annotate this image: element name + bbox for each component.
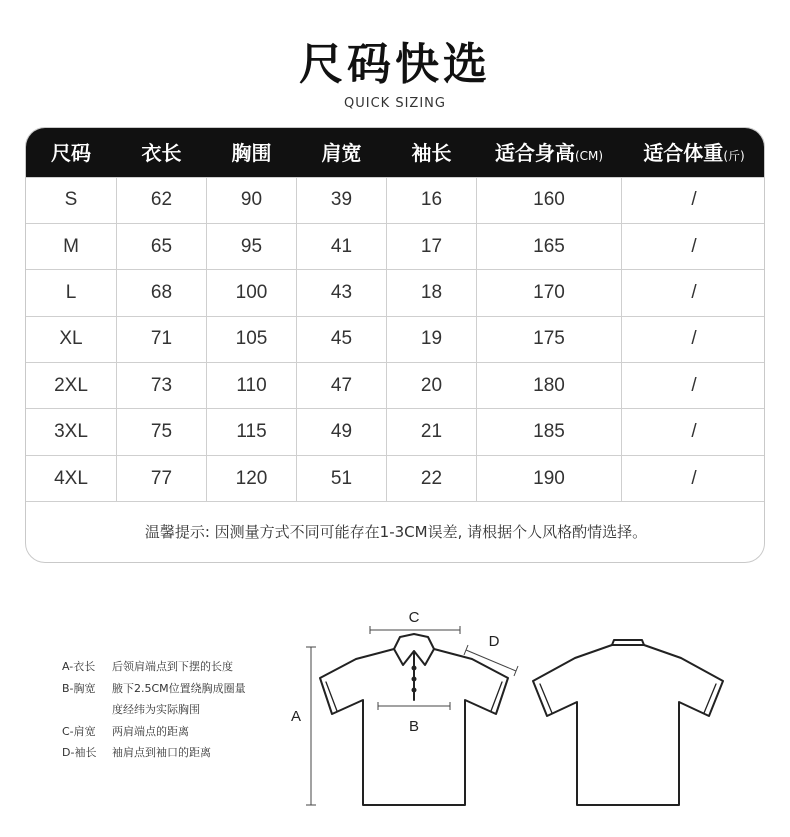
- header-size: 尺码: [51, 141, 91, 166]
- legend-desc: 腋下2.5CM位置绕胸成圈量: [112, 681, 246, 695]
- cell-size: L: [26, 270, 117, 316]
- cell-weight: /: [622, 223, 766, 269]
- cell-weight: /: [622, 455, 766, 501]
- cell-shoulder: 51: [297, 455, 387, 501]
- cell-shoulder: 47: [297, 363, 387, 409]
- button-icon: [412, 688, 417, 693]
- legend-key: A-衣长: [62, 660, 96, 673]
- label-a: A: [290, 708, 302, 725]
- cell-chest: 90: [207, 177, 297, 223]
- legend-key: B-胸宽: [62, 681, 96, 695]
- cell-size: 4XL: [26, 455, 117, 501]
- label-d: D: [488, 633, 500, 650]
- cell-sleeve: 19: [387, 316, 477, 362]
- cell-height: 190: [477, 455, 622, 501]
- cell-chest: 115: [207, 409, 297, 455]
- cell-chest: 110: [207, 363, 297, 409]
- cell-chest: 95: [207, 223, 297, 269]
- back-sleeve-cuff-icon: [540, 684, 716, 713]
- back-polo-shirt-icon: [533, 645, 723, 805]
- cell-sleeve: 18: [387, 270, 477, 316]
- cell-length: 62: [117, 177, 207, 223]
- header-weight-label: 适合体重: [643, 141, 724, 166]
- header-chest: 胸围: [231, 141, 272, 166]
- cell-length: 71: [117, 316, 207, 362]
- button-icon: [412, 666, 417, 671]
- cell-sleeve: 22: [387, 455, 477, 501]
- legend-desc: 后领肩端点到下摆的长度: [112, 660, 233, 673]
- cell-height: 180: [477, 363, 622, 409]
- header-sleeve: 袖长: [411, 141, 452, 166]
- cell-size: XL: [26, 316, 117, 362]
- cell-size: 2XL: [26, 363, 117, 409]
- label-b: B: [408, 718, 420, 735]
- fit-note: 温馨提示: 因测量方式不同可能存在1-3CM误差, 请根据个人风格酌情选择。: [144, 523, 648, 541]
- cell-length: 75: [117, 409, 207, 455]
- cell-height: 160: [477, 177, 622, 223]
- length-measure-line: [306, 647, 316, 805]
- cell-chest: 120: [207, 455, 297, 501]
- header-height-label: 适合身高: [494, 141, 575, 166]
- cell-height: 185: [477, 409, 622, 455]
- legend-key: D-袖长: [62, 746, 97, 759]
- cell-shoulder: 49: [297, 409, 387, 455]
- button-icon: [412, 677, 417, 682]
- legend-desc: 度经纬为实际胸围: [112, 703, 200, 716]
- legend-key: C-肩宽: [62, 724, 96, 738]
- cell-length: 65: [117, 223, 207, 269]
- cell-shoulder: 39: [297, 177, 387, 223]
- cell-chest: 105: [207, 316, 297, 362]
- page-subtitle: QUICK SIZING: [344, 96, 446, 111]
- cell-length: 73: [117, 363, 207, 409]
- label-c: C: [408, 609, 420, 626]
- cell-length: 68: [117, 270, 207, 316]
- legend-desc: 袖肩点到袖口的距离: [112, 746, 211, 759]
- cell-height: 175: [477, 316, 622, 362]
- cell-shoulder: 45: [297, 316, 387, 362]
- cell-shoulder: 43: [297, 270, 387, 316]
- header-shoulder: 肩宽: [321, 141, 362, 166]
- cell-weight: /: [622, 316, 766, 362]
- cell-height: 170: [477, 270, 622, 316]
- header-height-unit: (CM): [574, 149, 604, 164]
- cell-weight: /: [622, 363, 766, 409]
- cell-sleeve: 16: [387, 177, 477, 223]
- polo-buttons: [412, 666, 417, 693]
- page-title: 尺码快选: [299, 39, 491, 90]
- cell-weight: /: [622, 177, 766, 223]
- header-length: 衣长: [141, 141, 182, 166]
- cell-sleeve: 17: [387, 223, 477, 269]
- cell-shoulder: 41: [297, 223, 387, 269]
- cell-sleeve: 20: [387, 363, 477, 409]
- cell-sleeve: 21: [387, 409, 477, 455]
- shoulder-measure-line: [370, 626, 460, 634]
- cell-size: M: [26, 223, 117, 269]
- cell-weight: /: [622, 270, 766, 316]
- header-weight-unit: (斤): [723, 149, 745, 164]
- cell-length: 77: [117, 455, 207, 501]
- chest-measure-line: [378, 702, 450, 710]
- cell-size: 3XL: [26, 409, 117, 455]
- legend-desc: 两肩端点的距离: [112, 724, 189, 738]
- cell-chest: 100: [207, 270, 297, 316]
- cell-size: S: [26, 177, 117, 223]
- cell-height: 165: [477, 223, 622, 269]
- cell-weight: /: [622, 409, 766, 455]
